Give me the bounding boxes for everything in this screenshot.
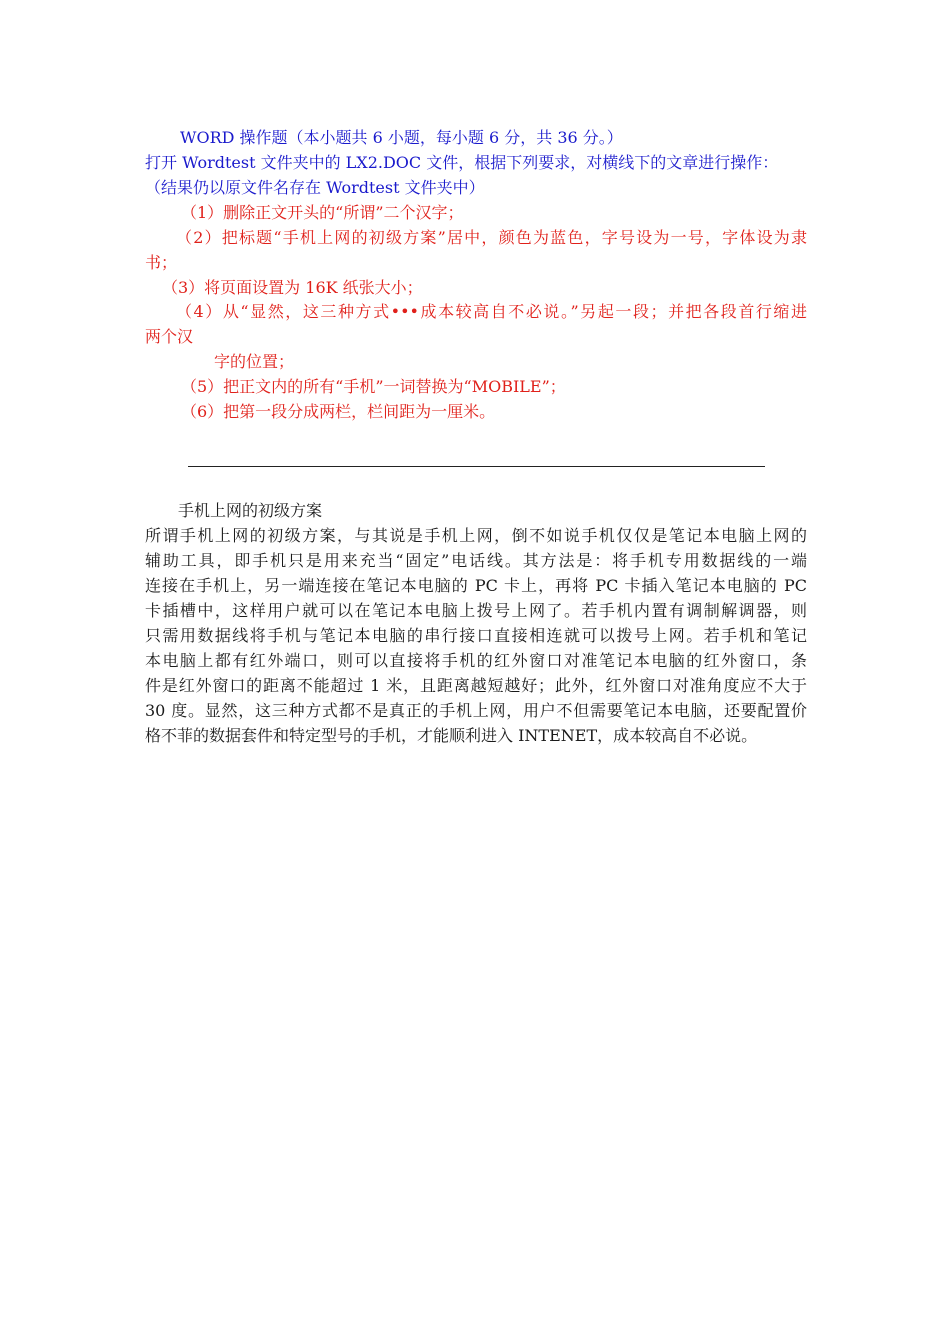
article-line: 所谓手机上网的初级方案，与其说是手机上网，倒不如说手机仅仅是笔记本电脑上网的 <box>145 526 807 545</box>
instruction-item-2: （2）把标题“手机上网的初级方案”居中，颜色为蓝色，字号设为一号，字体设为隶 <box>176 228 807 247</box>
article-title: 手机上网的初级方案 <box>178 501 323 520</box>
instruction-item-6: （6）把第一段分成两栏，栏间距为一厘米。 <box>181 402 496 421</box>
article-line: 只需用数据线将手机与笔记本电脑的串行接口直接相连就可以拨号上网。若手机和笔记 <box>145 626 807 645</box>
article-line: 30 度。显然，这三种方式都不是真正的手机上网，用户不但需要笔记本电脑，还要配置价 <box>145 701 807 720</box>
article-line: 卡插槽中，这样用户就可以在笔记本电脑上拨号上网了。若手机内置有调制解调器，则 <box>145 601 807 620</box>
instruction-item-5: （5）把正文内的所有“手机”一词替换为“MOBILE”； <box>181 377 566 396</box>
instruction-item-4: （4）从“显然，这三种方式•••成本较高自不必说。”另起一段；并把各段首行缩进 <box>176 302 807 321</box>
instruction-item-3: （3）将页面设置为 16K 纸张大小； <box>162 278 423 297</box>
article-line: 件是红外窗口的距离不能超过 1 米，且距离越短越好；此外，红外窗口对准角度应不大于 <box>145 676 807 695</box>
separator-line <box>188 466 765 467</box>
instruction-item-2-continued: 书； <box>145 253 178 272</box>
instructions-title: WORD 操作题（本小题共 6 小题，每小题 6 分，共 36 分。） <box>180 128 623 147</box>
instructions-intro-line-2: （结果仍以原文件名存在 Wordtest 文件夹中） <box>145 178 485 197</box>
instructions-intro-line-1: 打开 Wordtest 文件夹中的 LX2.DOC 文件，根据下列要求，对横线下的文章进行操作： <box>145 153 779 172</box>
article-line: 连接在手机上，另一端连接在笔记本电脑的 PC 卡上，再将 PC 卡插入笔记本电脑的 PC <box>145 576 807 595</box>
instruction-item-4-continued-2: 字的位置； <box>214 352 295 371</box>
article-line: 辅助工具，即手机只是用来充当“固定”电话线。其方法是：将手机专用数据线的一端 <box>145 551 807 570</box>
instruction-item-4-continued: 两个汉 <box>145 327 194 346</box>
article-line: 本电脑上都有红外端口，则可以直接将手机的红外窗口对准笔记本电脑的红外窗口，条 <box>145 651 807 670</box>
instruction-item-1: （1）删除正文开头的“所谓”二个汉字； <box>181 203 464 222</box>
article-line: 格不菲的数据套件和特定型号的手机，才能顺利进入 INTENET，成本较高自不必说。 <box>145 726 758 745</box>
